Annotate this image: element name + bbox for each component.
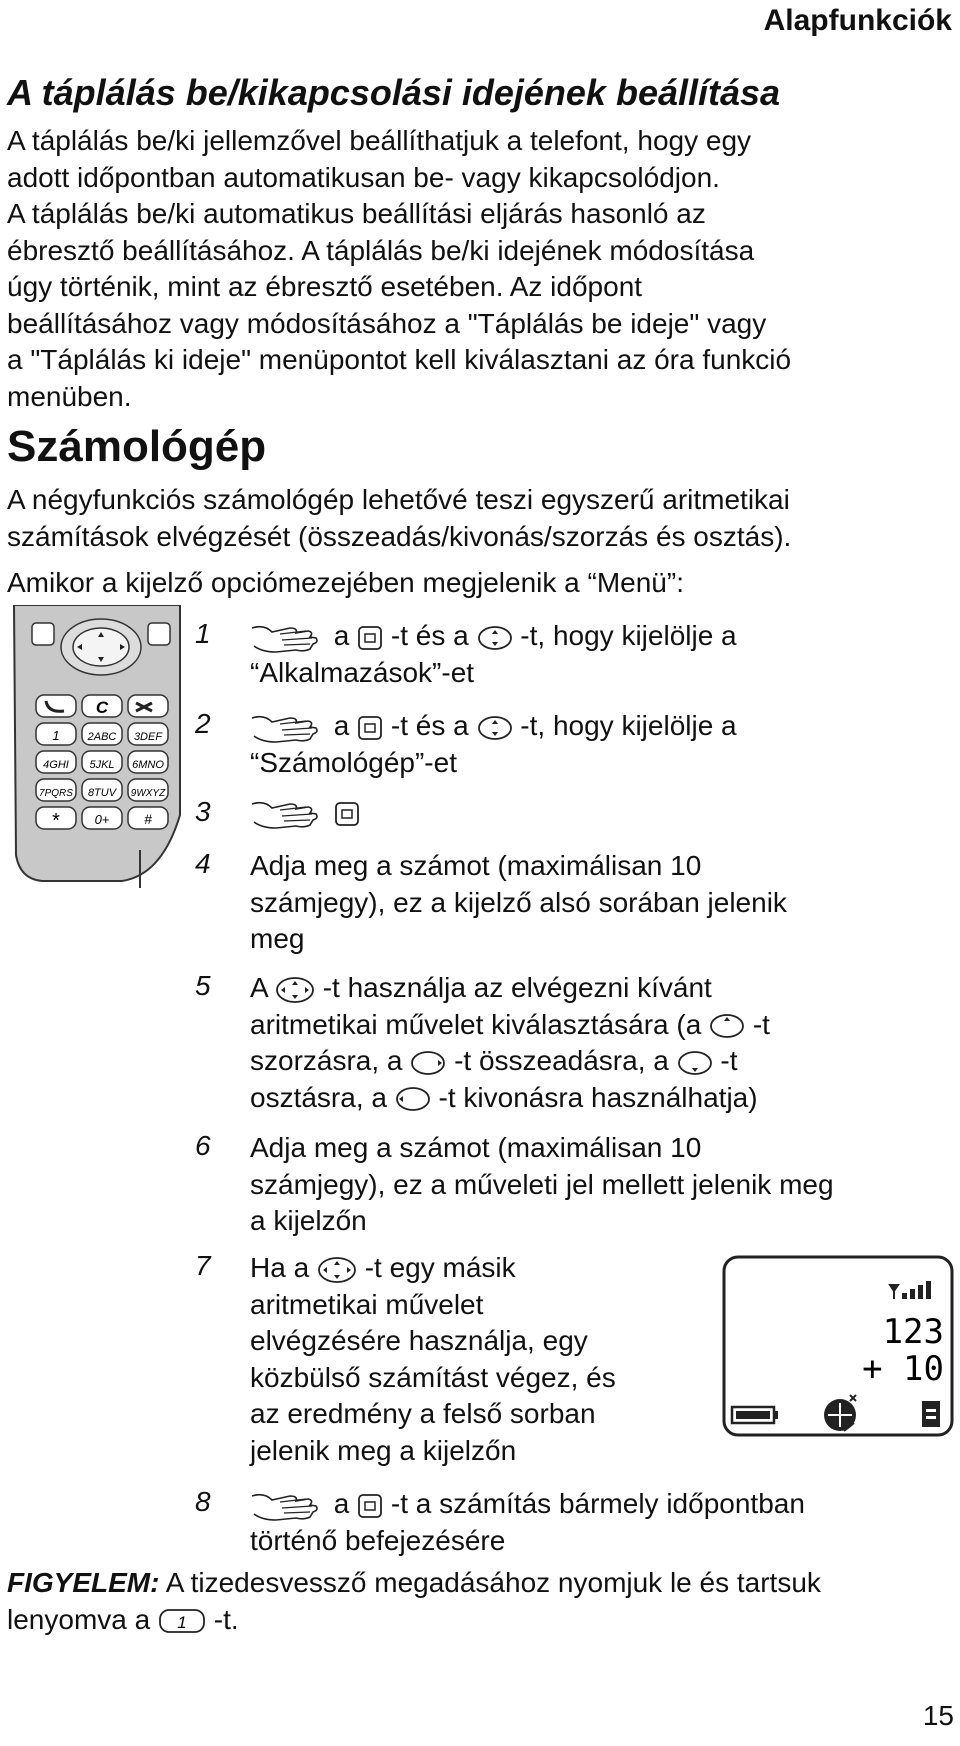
paragraph-line: A táplálás be/ki automatikus beállítási eljárás hasonló az bbox=[7, 198, 706, 229]
key-2: 2ABC bbox=[87, 731, 117, 743]
section-title-calculator: Számológép bbox=[7, 422, 267, 471]
key-6: 6MNO bbox=[132, 759, 164, 771]
key-8: 8TUV bbox=[87, 787, 117, 799]
hand-press-icon bbox=[250, 798, 320, 830]
step-number: 3 bbox=[195, 796, 211, 827]
key-5: 5JKL bbox=[89, 759, 115, 771]
note-label: FIGYELEM: bbox=[7, 1567, 160, 1598]
section1-paragraph bbox=[7, 123, 952, 415]
hand-press-icon bbox=[250, 622, 320, 654]
select-key-icon bbox=[357, 1493, 383, 1519]
hand-press-icon bbox=[250, 712, 320, 744]
hand-press-icon bbox=[250, 1490, 320, 1522]
step-5: A -t használja az elvégezni kívánt aritmetikai művelet kiválasztására (a -t szorzásra, a -t összeadásra, a -t osztásra, a -t kivonásra használhatja) bbox=[250, 972, 770, 1113]
select-key-icon bbox=[357, 625, 383, 651]
paragraph-line: A négyfunkciós számológép lehetővé teszi egyszerű aritmetikai bbox=[7, 484, 790, 515]
equals-softkey-icon bbox=[922, 1401, 940, 1427]
step-2: a -t és a -t, hogy kijelölje a “Számológép”-et bbox=[250, 710, 737, 778]
paragraph-line: számítások elvégzését (összeadás/kivonás/szorzás és osztás). bbox=[7, 520, 792, 552]
key-9: 9WXYZ bbox=[130, 788, 166, 799]
paragraph-line: ébresztő beállításához. A táplálás be/ki idejének módosítása bbox=[7, 234, 755, 266]
step-7: Ha a -t egy másik aritmetikai művelet elvégzésére használja, egy közbülső számítást végez, és az eredmény a felső sorban jelenik meg a kijelzőn bbox=[250, 1252, 616, 1466]
section-title-power-timer: A táplálás be/kikapcsolási idejének beállítása bbox=[7, 72, 781, 113]
section2-paragraph bbox=[7, 482, 952, 555]
paragraph-line: a "Táplálás ki ideje" menüpontot kell kiválasztani az óra funkció bbox=[7, 344, 792, 375]
paragraph-line: A táplálás be/ki jellemzővel beállíthatjuk a telefont, hogy egy bbox=[7, 125, 752, 156]
nav-key-all-directions-icon bbox=[317, 1256, 357, 1284]
step-4: Adja meg a számot (maximálisan 10 számjegy), ez a kijelző alsó sorában jelenik meg bbox=[250, 850, 787, 954]
note: FIGYELEM: A tizedesvessző megadásához nyomjuk le és tartsuk lenyomva a 1 -t. bbox=[7, 1567, 821, 1635]
page-number: 15 bbox=[922, 1700, 954, 1731]
key-star: * bbox=[52, 810, 60, 832]
step-3 bbox=[250, 794, 360, 831]
running-head: Alapfunkciók bbox=[763, 4, 952, 37]
nav-key-up-down-icon bbox=[477, 715, 513, 741]
step-number: 8 bbox=[195, 1486, 211, 1517]
nav-key-left-icon bbox=[395, 1086, 431, 1112]
display-line-1: 123 bbox=[882, 1312, 944, 1352]
key-1-icon bbox=[158, 1608, 206, 1634]
phone-illustration bbox=[12, 605, 182, 895]
step-number: 4 bbox=[195, 848, 211, 879]
key-1: 1 bbox=[52, 728, 60, 743]
calculator-display bbox=[722, 1255, 954, 1442]
step-number: 2 bbox=[195, 708, 211, 739]
key-0: 0+ bbox=[94, 812, 110, 827]
key-4: 4GHI bbox=[43, 759, 69, 771]
paragraph-line: beállításához vagy módosításához a "Táplálás be ideje" vagy bbox=[7, 307, 767, 339]
key-7: 7PQRS bbox=[39, 788, 73, 799]
key-3: 3DEF bbox=[133, 731, 163, 743]
step-8: a -t a számítás bármely időpontban történő befejezésére bbox=[250, 1488, 805, 1556]
intro-line: Amikor a kijelző opciómezejében megjelenik a “Menü”: bbox=[7, 567, 684, 598]
step-6: Adja meg a számot (maximálisan 10 számjegy), ez a műveleti jel mellett jelenik meg a kijelzőn bbox=[250, 1132, 834, 1236]
display-line-2: + 10 bbox=[862, 1349, 944, 1389]
step-number: 6 bbox=[195, 1130, 211, 1161]
step-1: a -t és a -t, hogy kijelölje a “Alkalmazások”-et bbox=[250, 620, 737, 688]
nav-key-right-icon bbox=[410, 1050, 446, 1076]
paragraph-line: adott időpontban automatikusan be- vagy kikapcsolódjon. bbox=[7, 161, 720, 193]
key-hash: # bbox=[144, 811, 152, 827]
key-c: C bbox=[95, 698, 109, 717]
nav-key-down-icon bbox=[677, 1050, 713, 1076]
nav-key-up-icon bbox=[709, 1013, 745, 1039]
step-number: 7 bbox=[195, 1250, 211, 1281]
paragraph-line: úgy történik, mint az ébresztő esetében. Az időpont bbox=[7, 271, 643, 302]
svg-text:1: 1 bbox=[177, 1613, 187, 1633]
select-key-icon bbox=[357, 715, 383, 741]
paragraph-line: menüben. bbox=[7, 380, 132, 412]
step-number: 1 bbox=[195, 618, 211, 649]
select-key-icon bbox=[334, 801, 360, 827]
nav-key-all-directions-icon bbox=[275, 976, 315, 1004]
step-number: 5 bbox=[195, 970, 211, 1001]
nav-key-up-down-icon bbox=[477, 625, 513, 651]
